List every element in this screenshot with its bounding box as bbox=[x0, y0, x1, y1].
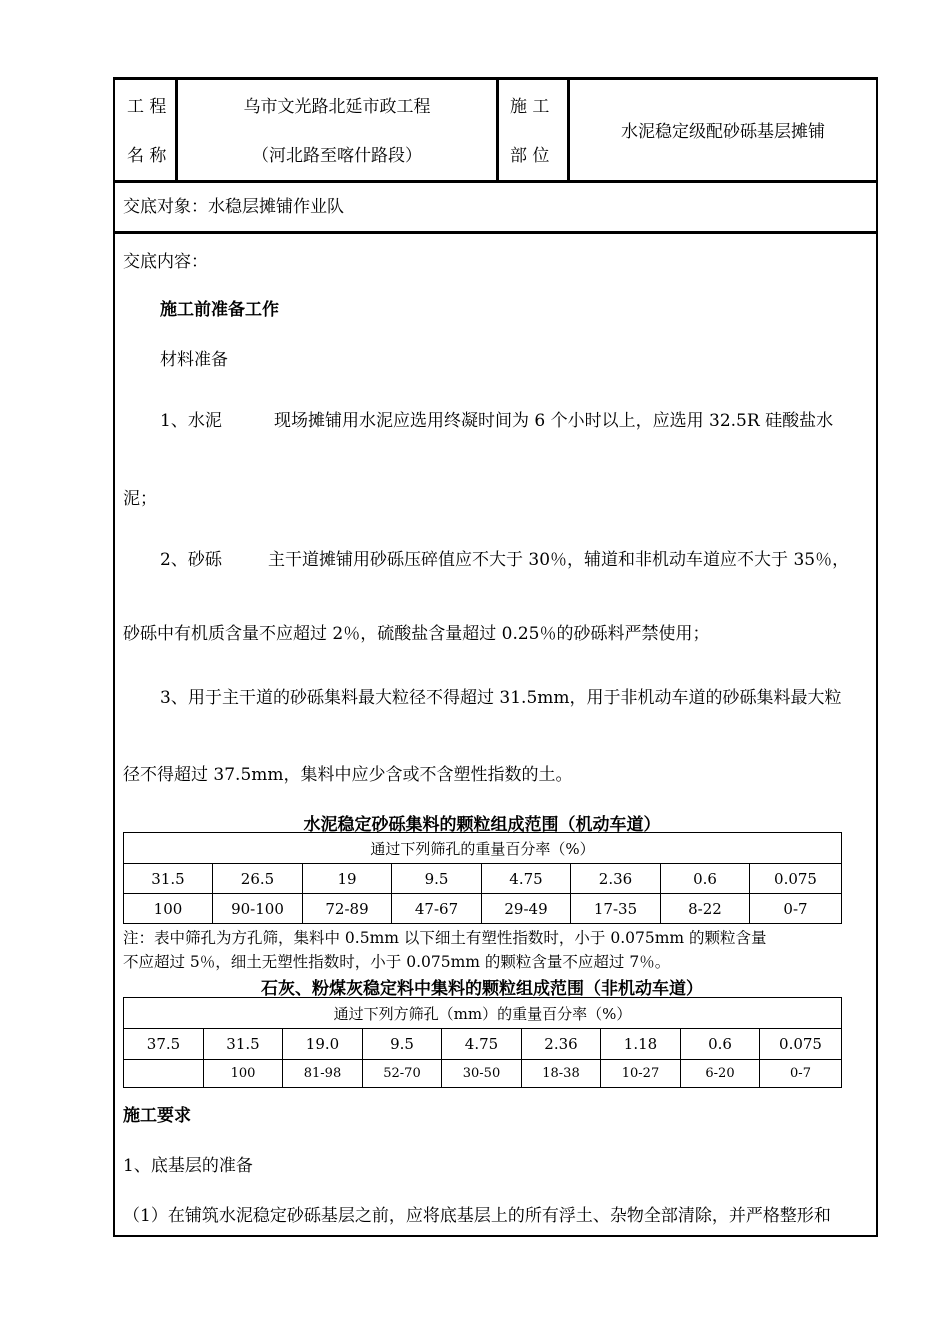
table2-sieve: 0.6 bbox=[681, 1029, 760, 1060]
table2-sieve: 4.75 bbox=[442, 1029, 522, 1060]
table2-range: 6-20 bbox=[681, 1060, 760, 1088]
table1-sieve: 2.36 bbox=[571, 864, 661, 894]
table1-range: 8-22 bbox=[661, 894, 750, 924]
table2-range: 10-27 bbox=[601, 1060, 681, 1088]
table1-sieve: 19 bbox=[303, 864, 392, 894]
target-text: 交底对象：水稳层摊铺作业队 bbox=[123, 197, 344, 217]
table1-header: 通过下列筛孔的重量百分率（%） bbox=[124, 833, 842, 864]
project-name-line2: （河北路至喀什路段） bbox=[252, 146, 422, 166]
table1-sieve: 9.5 bbox=[392, 864, 482, 894]
item2-continuation: 砂砾中有机质含量不应超过 2％，硫酸盐含量超过 0.25％的砂砾料严禁使用； bbox=[123, 624, 710, 644]
table2-sieve: 9.5 bbox=[363, 1029, 442, 1060]
part-label-line1: 施 工 bbox=[510, 97, 550, 117]
item3-number: 3、 bbox=[160, 688, 188, 708]
table1-range: 0-7 bbox=[750, 894, 842, 924]
table2-sieve: 2.36 bbox=[522, 1029, 601, 1060]
requirements-paragraph: （1）在铺筑水泥稳定砂砾基层之前，应将底基层上的所有浮土、杂物全部清除，并严格整形和 bbox=[123, 1206, 831, 1226]
project-name-line1: 乌市文光路北延市政工程 bbox=[243, 97, 431, 117]
note-line1: 注：表中筛孔为方孔筛，集料中 0.5mm 以下细土有塑性指数时，小于 0.075mm 的颗粒含量 bbox=[123, 929, 767, 947]
table1-sieve: 4.75 bbox=[482, 864, 571, 894]
table1-sieve: 26.5 bbox=[213, 864, 303, 894]
frame-bottom bbox=[113, 1235, 878, 1237]
item1-continuation: 泥； bbox=[123, 489, 157, 509]
table1-sieve: 0.6 bbox=[661, 864, 750, 894]
table1-range: 17-35 bbox=[571, 894, 661, 924]
table2-range: 18-38 bbox=[522, 1060, 601, 1088]
table1 bbox=[123, 832, 842, 924]
table1-range: 72-89 bbox=[303, 894, 392, 924]
item3-text: 用于主干道的砂砾集料最大粒径不得超过 31.5mm，用于非机动车道的砂砾集料最大粒 bbox=[188, 688, 842, 708]
content-intro: 交底内容： bbox=[123, 252, 208, 272]
table1-title: 水泥稳定砂砾集料的颗粒组成范围（机动车道） bbox=[303, 815, 661, 835]
table2-range: 0-7 bbox=[760, 1060, 842, 1088]
part-label-line2: 部 位 bbox=[510, 146, 550, 166]
item2-number: 2、砂砾 bbox=[160, 550, 222, 570]
part-value: 水泥稳定级配砂砾基层摊铺 bbox=[621, 122, 825, 142]
table2-sieve: 0.075 bbox=[760, 1029, 842, 1060]
project-label-line2: 名 称 bbox=[127, 146, 167, 166]
table2-sieve: 1.18 bbox=[601, 1029, 681, 1060]
col-divider-1 bbox=[175, 77, 178, 182]
table1-range: 29-49 bbox=[482, 894, 571, 924]
table2-title: 石灰、粉煤灰稳定料中集料的颗粒组成范围（非机动车道） bbox=[261, 979, 703, 999]
material-heading: 材料准备 bbox=[160, 350, 228, 370]
table1-sieve: 31.5 bbox=[124, 864, 213, 894]
target-divider bbox=[113, 231, 878, 234]
table2-range bbox=[124, 1060, 204, 1088]
table1-sieve: 0.075 bbox=[750, 864, 842, 894]
item1-text: 现场摊铺用水泥应选用终凝时间为 6 个小时以上，应选用 32.5R 硅酸盐水 bbox=[274, 411, 834, 431]
table2 bbox=[123, 997, 842, 1088]
table2-range: 52-70 bbox=[363, 1060, 442, 1088]
item1-number: 1、水泥 bbox=[160, 411, 222, 431]
note-line2: 不应超过 5％，细土无塑性指数时，小于 0.075mm 的颗粒含量不应超过 7％。 bbox=[123, 953, 671, 971]
table1-range: 100 bbox=[124, 894, 213, 924]
table2-sieve: 19.0 bbox=[283, 1029, 363, 1060]
requirements-heading: 施工要求 bbox=[123, 1106, 191, 1126]
frame-right bbox=[876, 77, 878, 1237]
table2-range: 81-98 bbox=[283, 1060, 363, 1088]
table2-sieve: 37.5 bbox=[124, 1029, 204, 1060]
requirements-subheading: 1、底基层的准备 bbox=[123, 1156, 253, 1176]
col-divider-2 bbox=[496, 77, 499, 182]
item2-text: 主干道摊铺用砂砾压碎值应不大于 30％，辅道和非机动车道应不大于 35％， bbox=[268, 550, 850, 570]
table1-range: 47-67 bbox=[392, 894, 482, 924]
frame-left bbox=[113, 77, 115, 1237]
table2-range: 100 bbox=[204, 1060, 283, 1088]
table2-range: 30-50 bbox=[442, 1060, 522, 1088]
table2-sieve: 31.5 bbox=[204, 1029, 283, 1060]
table1-range: 90-100 bbox=[213, 894, 303, 924]
table2-header: 通过下列方筛孔（mm）的重量百分率（%） bbox=[124, 998, 842, 1029]
item3-continuation: 径不得超过 37.5mm，集料中应少含或不含塑性指数的土。 bbox=[123, 765, 573, 785]
project-label-line1: 工 程 bbox=[127, 97, 167, 117]
prep-heading: 施工前准备工作 bbox=[160, 300, 279, 320]
